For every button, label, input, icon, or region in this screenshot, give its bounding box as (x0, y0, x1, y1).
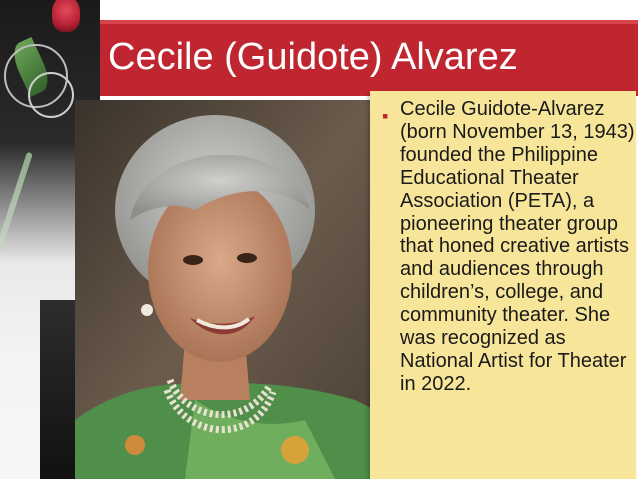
text-content-box (370, 91, 636, 479)
bullet-icon: ▪ (382, 106, 389, 126)
title-bar-edge (100, 20, 638, 24)
slide-title: Cecile (Guidote) Alvarez (108, 36, 518, 78)
rose-image (52, 0, 80, 32)
title-bar (100, 20, 638, 96)
bullet-text: Cecile Guidote-Alvarez (born November 13, 1943) founded the Philippine Educational Theater Association (PETA), a pioneering theater group that honed creative artists and audiences through children’s, college, and community theater. She was recognized as National Artist for Theater in 2022. (400, 98, 635, 395)
stem-decoration (0, 152, 33, 258)
portrait-photo (75, 100, 375, 479)
ring-decoration (28, 72, 74, 118)
